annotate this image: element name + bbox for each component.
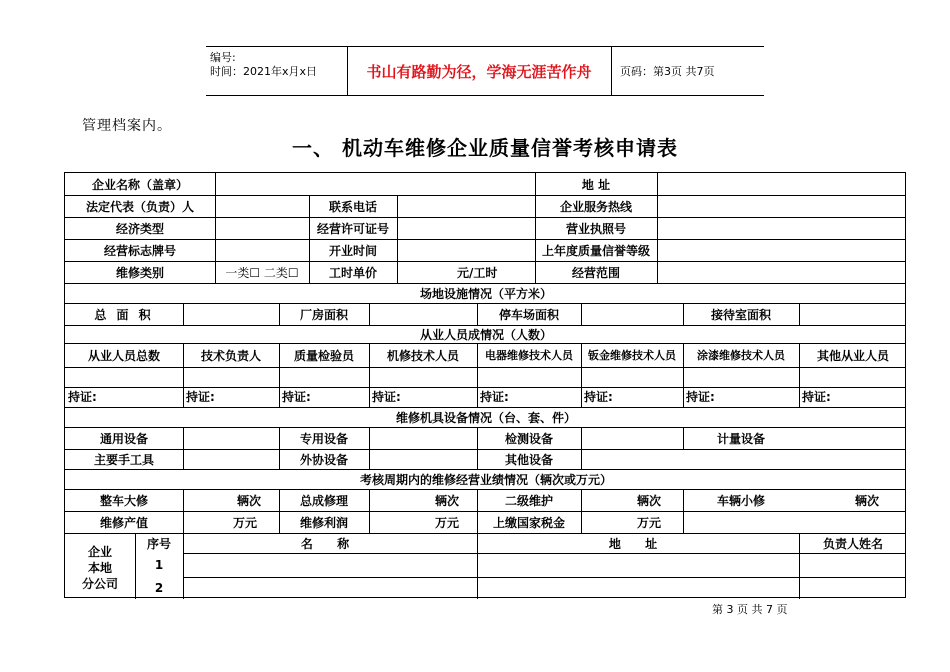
label-brand-sign: 经营标志牌号 (103, 244, 177, 258)
cert-label: 持证: (282, 390, 311, 404)
page-footer: 第 3 页 共 7 页 (712, 603, 788, 616)
unit-wan: 万元 (435, 516, 460, 530)
repair-class-options[interactable]: 一类☐ 二类☐ (225, 266, 299, 280)
label-parking-area: 停车场面积 (498, 308, 560, 322)
label-manager: 负责人姓名 (822, 537, 884, 551)
section-equipment: 维修机具设备情况（台、套、件） (395, 411, 577, 425)
seq-number: 1 (154, 558, 164, 572)
staff-header: 电器维修技术人员 (485, 349, 573, 362)
label-profit: 维修利润 (299, 516, 349, 530)
label-business-license: 营业执照号 (565, 222, 627, 236)
label-measure-equip: 计量设备 (716, 432, 766, 446)
label-labor-price: 工时单价 (328, 266, 378, 280)
staff-header: 机修技术人员 (386, 349, 460, 363)
label-branch: 分公司 (81, 577, 119, 591)
staff-header: 质量检验员 (293, 349, 355, 363)
label-second-maint: 二级维护 (504, 494, 554, 508)
unit-wan: 万元 (233, 516, 258, 530)
seq-number: 2 (154, 581, 164, 595)
cert-label: 持证: (686, 390, 715, 404)
page-header (206, 46, 764, 96)
label-general-equip: 通用设备 (99, 432, 149, 446)
label-scope: 经营范围 (571, 266, 621, 280)
intro-text: 管理档案内。 (82, 118, 172, 134)
unit-vehicles: 辆次 (435, 494, 460, 508)
label-hotline: 企业服务热线 (559, 200, 633, 214)
application-form (64, 172, 906, 598)
label-branch-address: 地 址 (608, 537, 668, 551)
header-divider (347, 47, 348, 95)
cert-label: 持证: (372, 390, 401, 404)
staff-header: 其他从业人员 (816, 349, 890, 363)
label-special-equip: 专用设备 (299, 432, 349, 446)
cert-label: 持证: (68, 390, 97, 404)
cert-label: 持证: (802, 390, 831, 404)
staff-header: 技术负责人 (200, 349, 262, 363)
label-total-area: 总 面 积 (94, 308, 154, 322)
label-tax: 上缴国家税金 (492, 516, 566, 530)
staff-header: 从业人员总数 (87, 349, 161, 363)
unit-vehicles: 辆次 (855, 494, 880, 508)
label-minor-repair: 车辆小修 (716, 494, 766, 508)
label-reception-area: 接待室面积 (710, 308, 772, 322)
staff-header: 涂漆维修技术人员 (697, 349, 785, 362)
section-performance: 考核周期内的维修经营业绩情况（辆次或万元） (359, 473, 613, 487)
cert-label: 持证: (584, 390, 613, 404)
cert-label: 持证: (186, 390, 215, 404)
label-outsource-equip: 外协设备 (299, 453, 349, 467)
label-company-name: 企业名称（盖章） (91, 178, 189, 192)
label-branch: 本地 (87, 561, 113, 575)
doc-time: 时间：2021年x月x日 (210, 65, 318, 78)
unit-yuan-per-hour: 元/工时 (457, 266, 498, 280)
label-open-time: 开业时间 (328, 244, 378, 258)
label-factory-area: 厂房面积 (299, 308, 349, 322)
label-branch: 企业 (87, 545, 113, 559)
label-test-equip: 检测设备 (504, 432, 554, 446)
label-seq: 序号 (146, 537, 172, 551)
staff-header: 钣金维修技术人员 (588, 349, 676, 362)
label-econ-type: 经济类型 (115, 222, 165, 236)
label-legal-rep: 法定代表（负责）人 (85, 200, 195, 214)
label-last-grade: 上年度质量信誉等级 (541, 244, 651, 258)
header-page-info: 页码：第3页 共7页 (620, 65, 715, 78)
label-other-equip: 其他设备 (504, 453, 554, 467)
unit-wan: 万元 (637, 516, 662, 530)
label-license-no: 经营许可证号 (316, 222, 390, 236)
label-address: 地 址 (581, 178, 611, 192)
cert-label: 持证: (480, 390, 509, 404)
label-repair-type: 维修类别 (115, 266, 165, 280)
label-output: 维修产值 (99, 516, 149, 530)
header-motto: 书山有路勤为径，学海无涯苦作舟 (366, 62, 592, 81)
label-branch-name: 名 称 (300, 537, 360, 551)
section-site: 场地设施情况（平方米） (419, 287, 553, 301)
label-phone: 联系电话 (328, 200, 378, 214)
label-assembly: 总成修理 (299, 494, 349, 508)
doc-number: 编号: (210, 51, 236, 64)
section-staff: 从业人员成情况（人数） (419, 328, 553, 342)
label-overhaul: 整车大修 (99, 494, 149, 508)
unit-vehicles: 辆次 (237, 494, 262, 508)
header-meta (206, 47, 344, 95)
page-title: 一、 机动车维修企业质量信誉考核申请表 (292, 136, 678, 160)
unit-vehicles: 辆次 (637, 494, 662, 508)
label-main-tools: 主要手工具 (93, 453, 155, 467)
